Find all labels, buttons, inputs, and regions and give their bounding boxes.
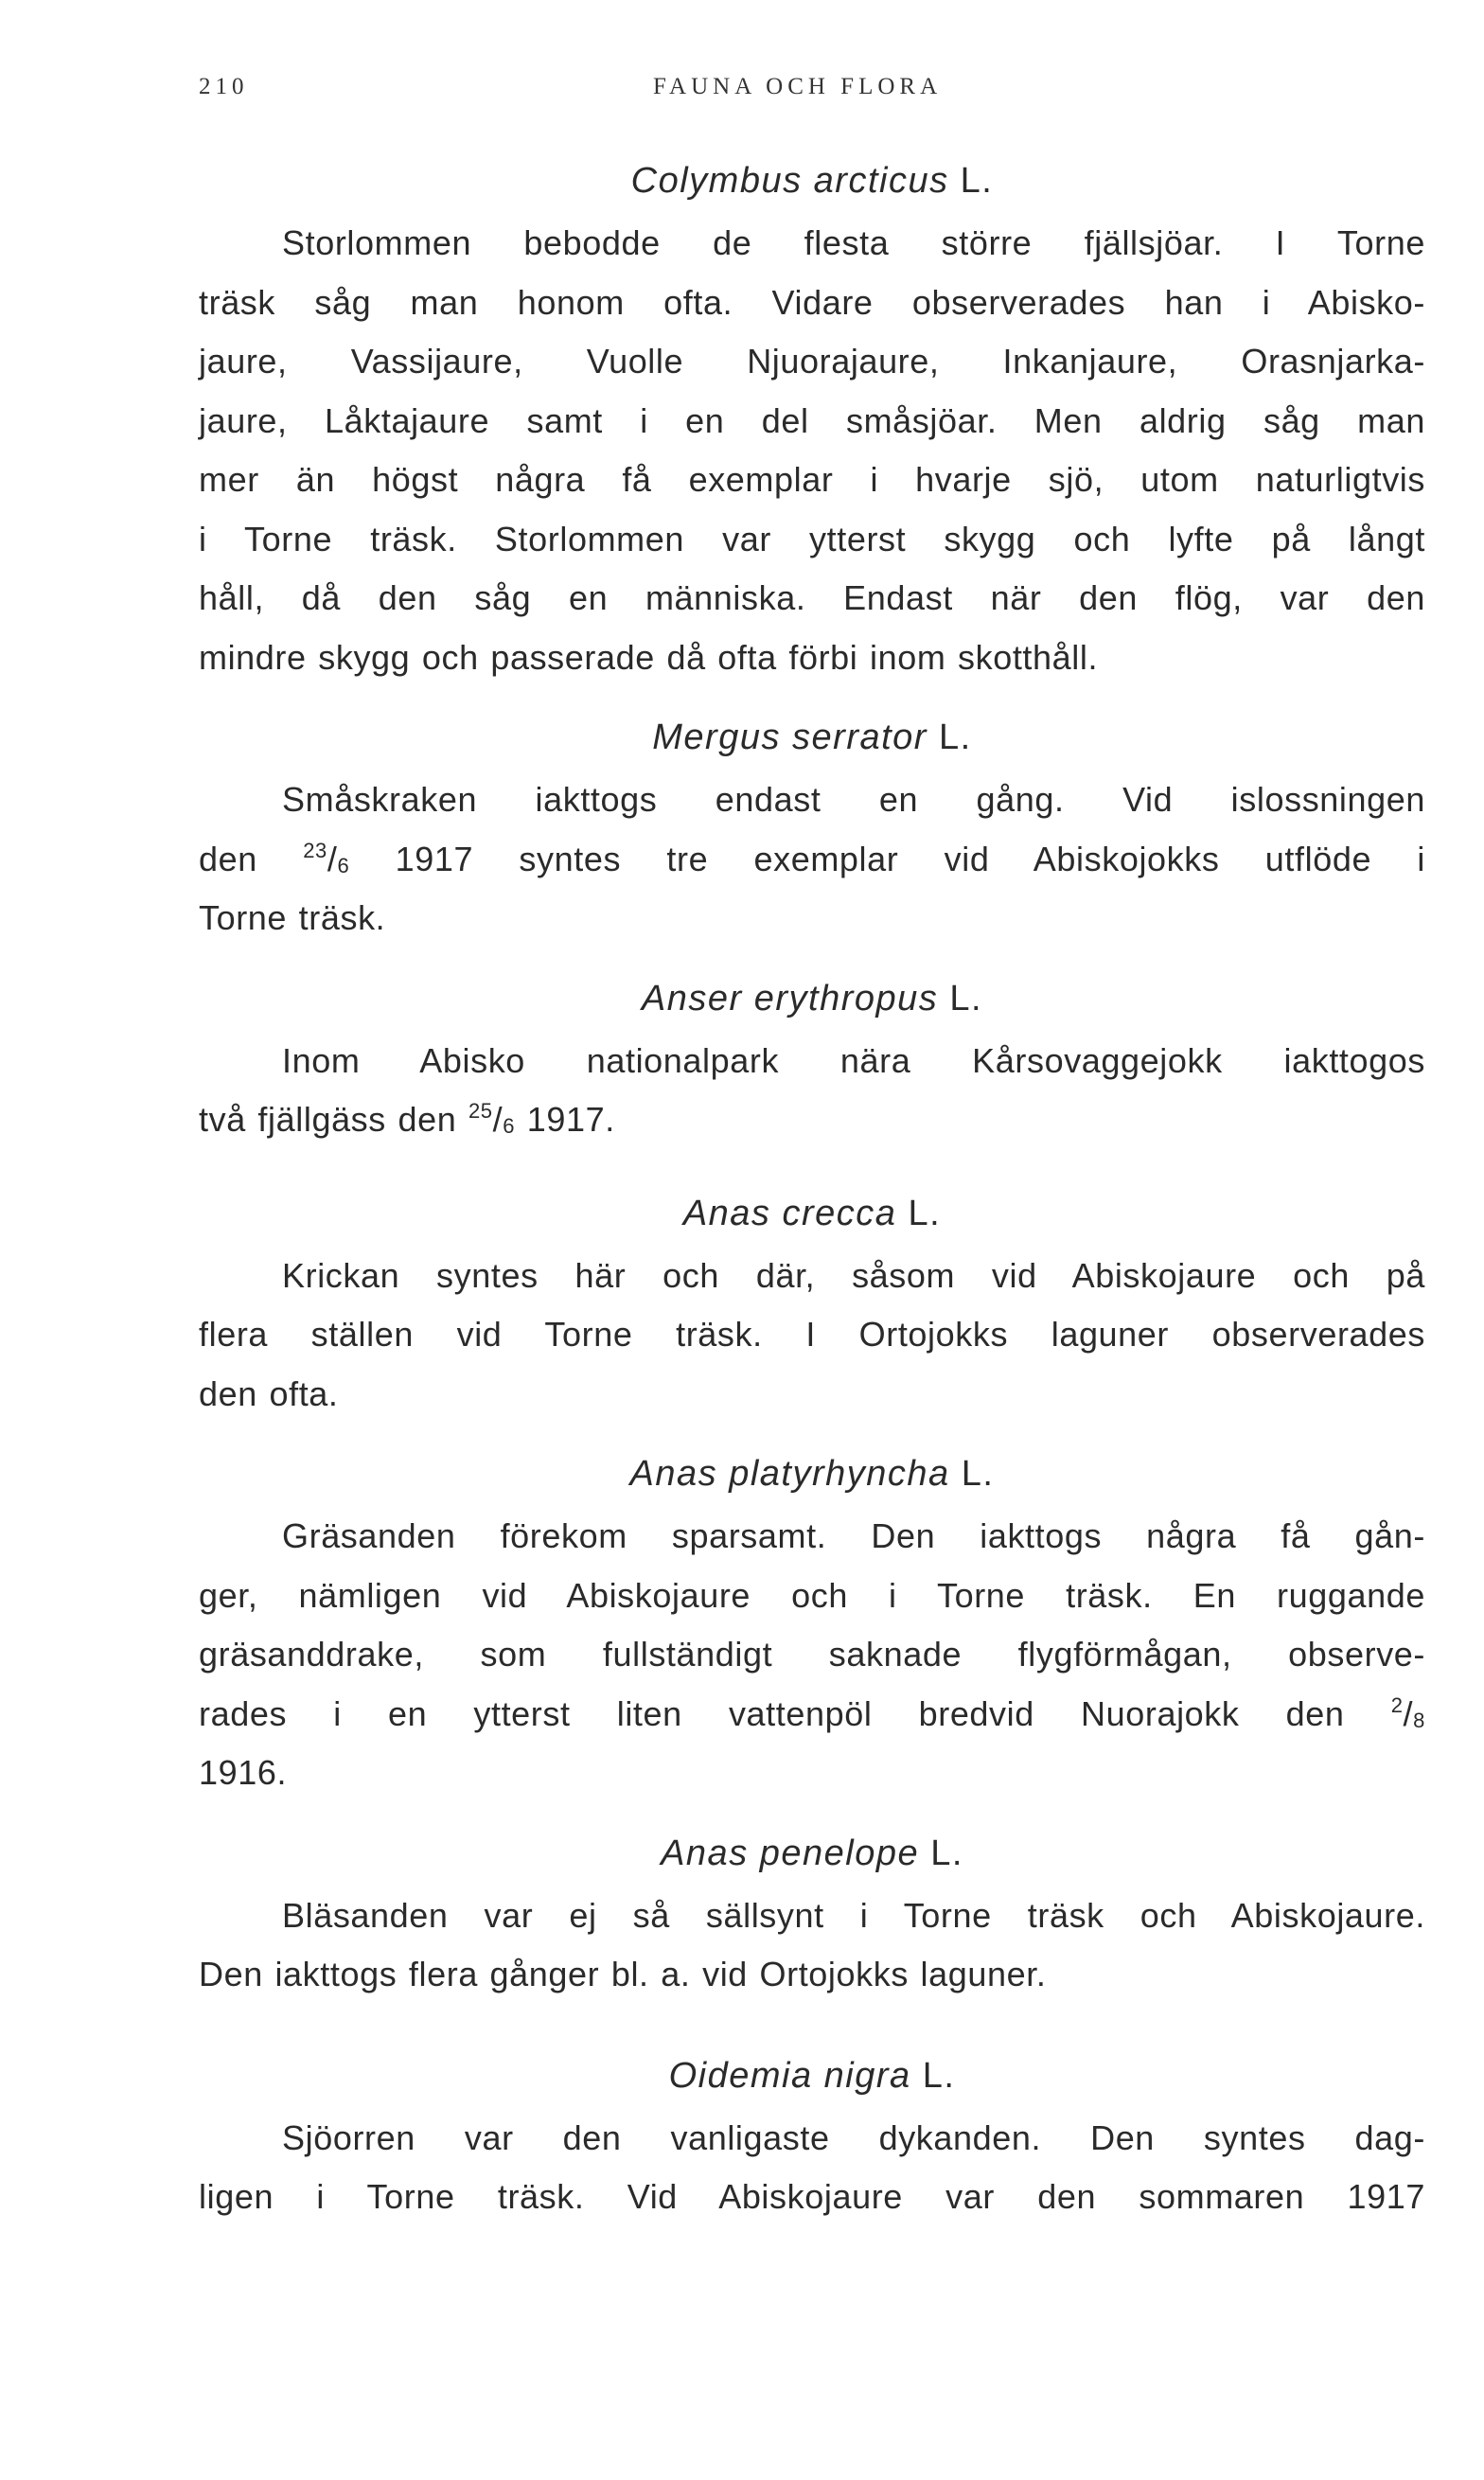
species-heading: Mergus serrator L. — [652, 717, 972, 757]
species-paragraph: Småskraken iakttogs endast en gång. Vid islossningen den $^{23}/_6$ 1917 syntes tre exemplar vid Abiskojokks utflöde i Torne träsk. — [199, 780, 1425, 937]
species-paragraph: Sjöorren var den vanligaste dykanden. Den syntes dag- ligen i Torne träsk. Vid Abiskojaure var den sommaren 1917 — [199, 2117, 1425, 2216]
species-heading: Oidemia nigra L. — [668, 2055, 956, 2096]
body-text — [199, 151, 1425, 2248]
species-heading: Colymbus arcticus L. — [630, 161, 994, 201]
species-paragraph: Storlommen bebodde de flesta större fjällsjöar. I Torne träsk såg man honom ofta. Vidare observerades han i Abisko- jaure, Vassijaure, Vuolle Njuorajaure, Inkanjaure, Orasnjarka- jaure, Låktajaure samt i en del småsjöar. Men aldrig såg man mer än högst några få exemplar i hvarje sjö, utom naturligtvis i Torne träsk. Storlommen var ytterst skygg och lyfte på långt håll, då den såg en människa. Endast när den flög, var den mindre skygg och passerade då ofta förbi inom skotthåll. — [199, 223, 1425, 677]
species-paragraph: Bläsanden var ej så sällsynt i Torne träsk och Abiskojaure. Den iakttogs flera gånger bl. a. vid Ortojokks laguner. — [199, 1895, 1425, 1993]
running-title: FAUNA OCH FLORA — [653, 74, 943, 99]
species-heading: Anser erythropus L. — [641, 978, 983, 1019]
running-head — [199, 74, 1420, 112]
species-heading: Anas platyrhyncha L. — [629, 1454, 995, 1494]
species-paragraph: Gräsanden förekom sparsamt. Den iakttogs några få gån- ger, nämligen vid Abiskojaure och i Torne träsk. En ruggande gräsanddrake, som fullständigt saknade flygförmågan, observe- rades i en ytterst liten vattenpöl bredvid Nuorajokk den $^2/_8$ 1916. — [199, 1516, 1425, 1792]
species-heading: Anas penelope L. — [661, 1833, 963, 1873]
species-paragraph: Krickan syntes här och där, såsom vid Abiskojaure och på flera ställen vid Torne träsk. I Ortojokks laguner observerades den ofta. — [199, 1255, 1425, 1413]
species-heading: Anas crecca L. — [682, 1193, 942, 1233]
species-paragraph: Inom Abisko nationalpark nära Kårsovaggejokk iakttogos två fjällgäss den $^{25}/_6$ 1917. — [199, 1040, 1425, 1139]
page-number: 210 — [199, 74, 249, 99]
